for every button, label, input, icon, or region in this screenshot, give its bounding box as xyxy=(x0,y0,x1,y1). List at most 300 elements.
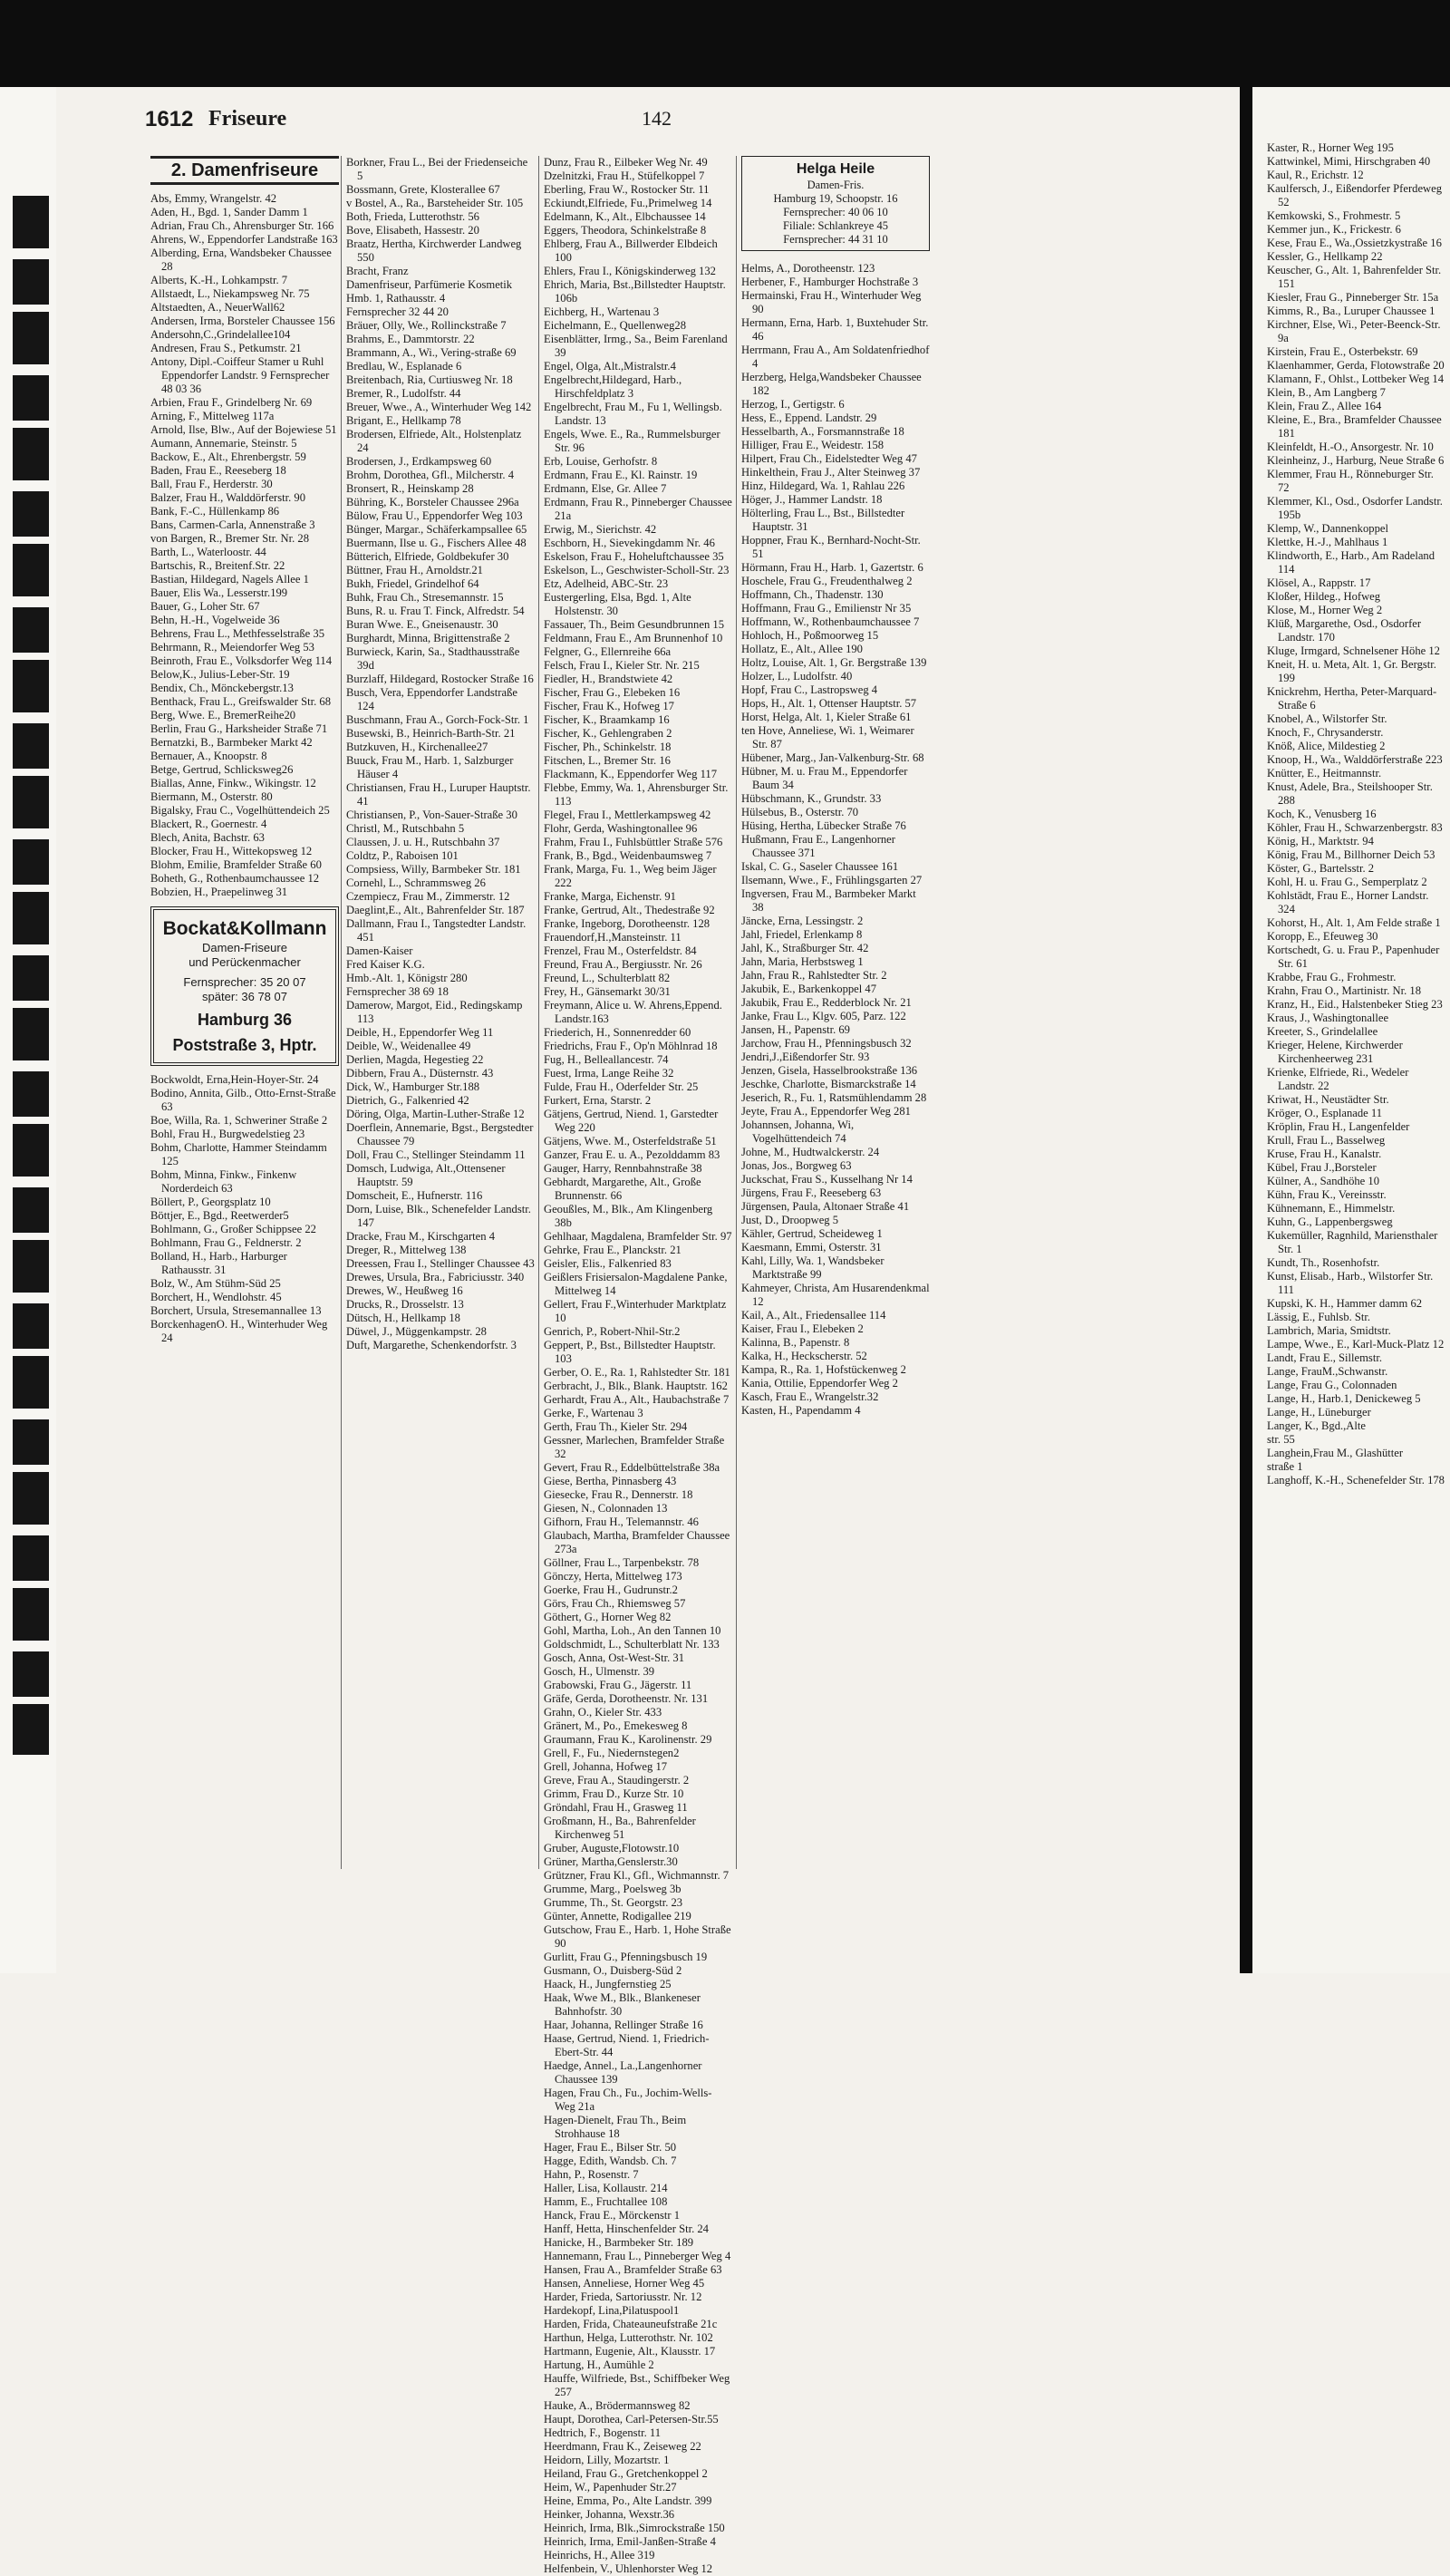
advertisement-bockat-kollmann xyxy=(150,906,339,1066)
directory-entry: Freund, L., Schulterblatt 82 xyxy=(544,972,671,984)
directory-entry: Adrian, Frau Ch., Ahrensburger Str. 166 xyxy=(150,219,334,232)
directory-entry: Knoch, F., Chrysanderstr. xyxy=(1267,726,1384,739)
directory-entry: Blackert, R., Goernestr. 4 xyxy=(150,818,267,830)
directory-entry: Klamann, F., Ohlst., Lottbeker Weg 14 xyxy=(1267,373,1445,385)
directory-entry: Düwel, J., Müggenkampstr. 28 xyxy=(346,1325,487,1338)
directory-entry: Krienke, Elfriede, Ri., Wedeler Landstr. 22 xyxy=(1267,1066,1409,1092)
directory-entry: Goerke, Frau H., Gudrunstr.2 xyxy=(544,1583,678,1596)
directory-entry: Claussen, J. u. H., Rutschbahn 37 xyxy=(346,836,500,848)
directory-entry: Hartmann, Eugenie, Alt., Klausstr. 17 xyxy=(544,2345,716,2358)
directory-entry: Herzog, I., Gertigstr. 6 xyxy=(741,398,845,411)
directory-entry: Blocker, Frau H., Wittekopsweg 12 xyxy=(150,845,313,857)
directory-entry: Flohr, Gerda, Washingtonallee 96 xyxy=(544,822,698,835)
directory-entry: Lässig, E., Fuhlsb. Str. xyxy=(1267,1311,1371,1323)
directory-entry: Dietrich, G., Falkenried 42 xyxy=(346,1094,469,1107)
directory-entry: Fischer, Ph., Schinkelstr. 18 xyxy=(544,741,672,753)
directory-entry: Klose, M., Horner Weg 2 xyxy=(1267,604,1383,616)
directory-entry: Balzer, Frau H., Walddörferstr. 90 xyxy=(150,491,306,504)
directory-entry: Eichberg, H., Wartenau 3 xyxy=(544,305,660,318)
directory-entry: Eichelmann, E., Quellenweg28 xyxy=(544,319,687,332)
directory-entry: Großmann, H., Ba., Bahrenfelder Kirchenweg 51 xyxy=(544,1815,696,1841)
directory-entry: Kortschedt, G. u. Frau P., Papenhuder Str. 61 xyxy=(1267,944,1440,970)
directory-entry: Bütterich, Elfriede, Goldbekufer 30 xyxy=(346,550,509,563)
directory-entry: Flegel, Frau I., Mettlerkampsweg 42 xyxy=(544,809,711,821)
directory-entry: Haar, Johanna, Rellinger Straße 16 xyxy=(544,2019,703,2031)
directory-entry: Kaesmann, Emmi, Osterstr. 31 xyxy=(741,1241,882,1254)
directory-entry: Kühnemann, E., Himmelstr. xyxy=(1267,1202,1396,1215)
directory-entry: Kleinheinz, J., Harburg, Neue Straße 6 xyxy=(1267,454,1445,467)
directory-entry: Kahmeyer, Christa, Am Husarendenkmal 12 xyxy=(741,1282,930,1308)
directory-entry: Beinroth, Frau E., Volksdorfer Weg 114 xyxy=(150,654,332,667)
directory-entry: Krahn, Frau O., Martinistr. Nr. 18 xyxy=(1267,984,1421,997)
directory-entry: Eskelson, Frau F., Hoheluftchaussee 35 xyxy=(544,550,724,563)
directory-entry: Flebbe, Emmy, Wa. 1, Ahrensburger Str. 113 xyxy=(544,781,729,808)
directory-entry: Hauke, A., Brödermannsweg 82 xyxy=(544,2399,691,2412)
directory-entry: Bühring, K., Borsteler Chaussee 296a xyxy=(346,496,519,508)
directory-entry: Hahn, P., Rosenstr. 7 xyxy=(544,2168,639,2181)
directory-entry: Heine, Emma, Po., Alte Landstr. 399 xyxy=(544,2494,712,2507)
directory-entry: Külner, A., Sandhöhe 10 xyxy=(1267,1175,1380,1187)
directory-entry: Kampa, R., Ra. 1, Hofstückenweg 2 xyxy=(741,1363,906,1376)
directory-entry: Eschborn, H., Sievekingdamm Nr. 46 xyxy=(544,537,715,549)
directory-entry: Allstaedt, L., Niekampsweg Nr. 75 xyxy=(150,287,310,300)
directory-entry: Graumann, Frau K., Karolinenstr. 29 xyxy=(544,1733,712,1746)
directory-entry: Knöß, Alice, Mildestieg 2 xyxy=(1267,740,1386,752)
directory-entry: Brigant, E., Hellkamp 78 xyxy=(346,414,461,427)
directory-entry: Gebhardt, Margarethe, Alt., Große Brunnenstr. 66 xyxy=(544,1176,701,1202)
entry-list xyxy=(346,156,535,1352)
directory-entry: Arnold, Ilse, Blw., Auf der Bojewiese 51 xyxy=(150,423,337,436)
directory-entry: Biallas, Anne, Finkw., Wikingstr. 12 xyxy=(150,777,316,789)
directory-entry: Hübener, Marg., Jan-Valkenburg-Str. 68 xyxy=(741,751,924,764)
directory-entry: Gätjens, Wwe. M., Osterfeldstraße 51 xyxy=(544,1135,717,1148)
directory-entry: Bohm, Charlotte, Hammer Steindamm 125 xyxy=(150,1141,327,1167)
directory-entry: Klaenhammer, Gerda, Flotowstraße 20 xyxy=(1267,359,1445,372)
directory-entry: Gerke, F., Wartenau 3 xyxy=(544,1407,643,1419)
directory-entry: Kail, A., Alt., Friedensallee 114 xyxy=(741,1309,886,1322)
directory-entry: Kohorst, H., Alt. 1, Am Felde straße 1 xyxy=(1267,916,1441,929)
directory-entry: Hollatz, E., Alt., Allee 190 xyxy=(741,643,863,655)
directory-entry: Andersen, Irma, Borsteler Chaussee 156 xyxy=(150,315,335,327)
directory-entry: Christiansen, Frau H., Luruper Hauptstr. 41 xyxy=(346,781,531,808)
directory-entry: Ehlberg, Frau A., Billwerder Elbdeich 100 xyxy=(544,237,718,264)
directory-entry: Knickrehm, Hertha, Peter-Marquard-Straße 6 xyxy=(1267,685,1437,712)
directory-entry: Busewski, B., Heinrich-Barth-Str. 21 xyxy=(346,727,516,740)
directory-entry: Hannemann, Frau L., Pinneberger Weg 4 xyxy=(544,2250,731,2262)
directory-entry: Herbener, F., Hamburger Hochstraße 3 xyxy=(741,276,919,288)
directory-entry: Alberts, K.-H., Lohkampstr. 7 xyxy=(150,274,288,286)
directory-entry: Bendix, Ch., Mönckebergstr.13 xyxy=(150,682,294,694)
directory-entry: Kattwinkel, Mimi, Hirschgraben 40 xyxy=(1267,155,1431,168)
directory-entry: Lambrich, Maria, Smidtstr. xyxy=(1267,1324,1391,1337)
ad-street: Poststraße 3, Hptr. xyxy=(172,1036,317,1054)
directory-entry: Gutschow, Frau E., Harb. 1, Hohe Straße 90 xyxy=(544,1923,731,1950)
directory-entry: BorckenhagenO. H., Winterhuder Weg 24 xyxy=(150,1318,328,1344)
directory-entry: Hopf, Frau C., Lastropsweg 4 xyxy=(741,683,878,696)
directory-entry: Dreger, R., Mittelweg 138 xyxy=(346,1244,467,1256)
ad-line: Damen-Fris. xyxy=(807,179,865,191)
directory-entry: Daeglint,E., Alt., Bahrenfelder Str. 187 xyxy=(346,904,525,916)
directory-entry: Eberling, Frau W., Rostocker Str. 11 xyxy=(544,183,710,196)
directory-entry: Hops, H., Alt. 1, Ottenser Hauptstr. 57 xyxy=(741,697,917,710)
directory-entry: Grumme, Marg., Poelsweg 3b xyxy=(544,1883,682,1895)
directory-entry: Damen-Kaiser xyxy=(346,944,413,957)
column-3 xyxy=(544,156,732,2575)
directory-entry: Knoop, H., Wa., Walddörferstraße 223 xyxy=(1267,753,1443,766)
directory-entry: Borkner, Frau L., Bei der Friedenseiche 5 xyxy=(346,156,528,182)
adjacent-page xyxy=(1252,87,1450,1973)
directory-entry: von Bargen, R., Bremer Str. Nr. 28 xyxy=(150,532,310,545)
directory-entry: Geppert, P., Bst., Billstedter Hauptstr. 103 xyxy=(544,1339,716,1365)
directory-entry: Iskal, C. G., Saseler Chaussee 161 xyxy=(741,860,899,873)
directory-entry: Hanff, Hetta, Hinschenfelder Str. 24 xyxy=(544,2223,709,2235)
directory-entry: Giesecke, Frau R., Dennerstr. 18 xyxy=(544,1488,693,1501)
directory-entry: Kania, Ottilie, Eppendorfer Weg 2 xyxy=(741,1377,898,1390)
directory-entry: Frey, H., Gänsemarkt 30/31 xyxy=(544,985,671,998)
directory-entry: Kruse, Frau H., Kanalstr. xyxy=(1267,1148,1382,1160)
directory-entry: Kröger, O., Esplanade 11 xyxy=(1267,1107,1383,1119)
directory-entry: Gehlhaar, Magdalena, Bramfelder Str. 97 xyxy=(544,1230,732,1243)
directory-entry: Hmb. 1, Rathausstr. 4 xyxy=(346,292,446,305)
directory-entry: Klemmer, Kl., Osd., Osdorfer Landstr. 195b xyxy=(1267,495,1443,521)
directory-entry: Abs, Emmy, Wrangelstr. 42 xyxy=(150,192,277,205)
directory-entry: Johannsen, Johanna, Wi, Vogelhüttendeich 74 xyxy=(741,1119,855,1145)
directory-entry: Klettke, H.-J., Mahlhaus 1 xyxy=(1267,536,1388,548)
directory-entry: Bernauer, A., Knoopstr. 8 xyxy=(150,750,267,762)
directory-entry: Hoffmann, Ch., Thadenstr. 130 xyxy=(741,588,884,601)
directory-entry: Kraus, J., Washingtonallee xyxy=(1267,1012,1389,1024)
directory-entry: Fred Kaiser K.G. xyxy=(346,958,425,971)
directory-entry: Bove, Elisabeth, Hassestr. 20 xyxy=(346,224,479,237)
directory-entry: Hinkelthein, Frau J., Alter Steinweg 37 xyxy=(741,466,921,479)
directory-entry: Hüsing, Hertha, Lübecker Straße 76 xyxy=(741,819,906,832)
directory-entry: Berg, Wwe. E., BremerReihe20 xyxy=(150,709,296,721)
directory-entry: Bredlau, W., Esplanade 6 xyxy=(346,360,462,373)
directory-entry: Jahl, K., Straßburger Str. 42 xyxy=(741,942,869,954)
directory-entry: Fuest, Irma, Lange Reihe 32 xyxy=(544,1067,674,1080)
directory-entry: Eggers, Theodora, Schinkelstraße 8 xyxy=(544,224,707,237)
directory-entry: Frank, B., Bgd., Weidenbaumsweg 7 xyxy=(544,849,712,862)
directory-entry: Hübner, M. u. Frau M., Eppendorfer Baum 34 xyxy=(741,765,908,791)
directory-entry: Bolland, H., Harb., Harburger Rathausstr. 31 xyxy=(150,1250,287,1276)
category-title: 2. Damenfriseure xyxy=(150,156,339,185)
directory-entry: Dibbern, Frau A., Düsternstr. 43 xyxy=(346,1067,494,1080)
directory-entry: Gruber, Auguste,Flotowstr.10 xyxy=(544,1842,680,1855)
directory-entry: Johne, M., Hudtwalckerstr. 24 xyxy=(741,1146,880,1158)
directory-entry: Buhk, Frau Ch., Stresemannstr. 15 xyxy=(346,591,504,604)
directory-entry: Grumme, Th., St. Georgstr. 23 xyxy=(544,1896,683,1909)
directory-entry: Furkert, Erna, Starstr. 2 xyxy=(544,1094,652,1107)
directory-entry: Gifhorn, Frau H., Telemannstr. 46 xyxy=(544,1516,699,1528)
directory-entry: Knütter, E., Heitmannstr. xyxy=(1267,767,1382,780)
directory-entry: Hoffmann, W., Rothenbaumchaussee 7 xyxy=(741,615,920,628)
page-number: 1612 xyxy=(145,107,194,131)
directory-entry: Klindworth, E., Harb., Am Radeland 114 xyxy=(1267,549,1436,576)
directory-entry: Eisenblätter, Irmg., Sa., Beim Farenland 39 xyxy=(544,333,728,359)
entry-list xyxy=(741,262,930,1418)
directory-entry: Freymann, Alice u. W. Ahrens,Eppend. Landstr.163 xyxy=(544,999,722,1025)
directory-entry: Felsch, Frau I., Kieler Str. Nr. 215 xyxy=(544,659,700,672)
directory-entry: Breitenbach, Ria, Curtiusweg Nr. 18 xyxy=(346,373,513,386)
directory-entry: Dreessen, Frau I., Stellinger Chaussee 43 xyxy=(346,1257,535,1270)
directory-entry: Gessner, Marlechen, Bramfelder Straße 32 xyxy=(544,1434,725,1460)
directory-entry: Krull, Frau L., Basselweg xyxy=(1267,1134,1386,1147)
directory-entry: Grell, Johanna, Hofweg 17 xyxy=(544,1760,668,1773)
directory-entry: Böttjer, E., Bgd., Reetwerder5 xyxy=(150,1209,289,1222)
directory-entry: Drewes, W., Heußweg 16 xyxy=(346,1284,463,1297)
directory-entry: Kleine, E., Bra., Bramfelder Chaussee 181 xyxy=(1267,413,1442,440)
directory-entry: Hansen, Anneliese, Horner Weg 45 xyxy=(544,2277,705,2290)
directory-entry: Fassauer, Th., Beim Gesundbrunnen 15 xyxy=(544,618,724,631)
directory-entry: Krabbe, Frau G., Frohmestr. xyxy=(1267,971,1397,983)
directory-entry: Etz, Adelheid, ABC-Str. 23 xyxy=(544,577,669,590)
directory-entry: Hinz, Hildegard, Wa. 1, Rahlau 226 xyxy=(741,479,905,492)
directory-entry: Burghardt, Minna, Brigittenstraße 2 xyxy=(346,632,510,644)
directory-entry: König, Frau M., Billhorner Deich 53 xyxy=(1267,848,1436,861)
directory-entry: Erb, Louise, Gerhofstr. 8 xyxy=(544,455,658,468)
directory-entry: Helfenbein, V., Uhlenhorster Weg 12 xyxy=(544,2562,713,2575)
directory-entry: Friederich, H., Sonnenredder 60 xyxy=(544,1026,691,1039)
directory-entry: Gosch, Anna, Ost-West-Str. 31 xyxy=(544,1651,684,1664)
directory-entry: Kaiser, Frau I., Elebeken 2 xyxy=(741,1322,864,1335)
directory-entry: Buermann, Ilse u. G., Fischers Allee 48 xyxy=(346,537,527,549)
directory-entry: Jäncke, Erna, Lessingstr. 2 xyxy=(741,915,864,927)
directory-entry: Just, D., Droopweg 5 xyxy=(741,1214,839,1226)
directory-entry: Grabowski, Frau G., Jägerstr. 11 xyxy=(544,1679,692,1691)
directory-entry: Engel, Olga, Alt.,Mistralstr.4 xyxy=(544,360,676,373)
directory-entry: Behrens, Frau L., Methfesselstraße 35 xyxy=(150,627,325,640)
directory-entry: Boheth, G., Rothenbaumchaussee 12 xyxy=(150,872,320,885)
directory-entry: Kohlstädt, Frau E., Horner Landstr. 324 xyxy=(1267,889,1429,915)
binding-margin xyxy=(0,87,56,1973)
directory-entry: Aden, H., Bgd. 1, Sander Damm 1 xyxy=(150,206,308,218)
directory-entry: Fernsprecher 38 69 18 xyxy=(346,985,449,998)
directory-entry: Haase, Gertrud, Niend. 1, Friedrich-Ebert-Str. 44 xyxy=(544,2032,710,2058)
directory-entry: Brohm, Dorothea, Gfl., Milcherstr. 4 xyxy=(346,469,515,481)
ad-line: Fernsprecher: 44 31 10 xyxy=(783,233,888,246)
directory-entry: Doerflein, Annemarie, Bgst., Bergstedter Chaussee 79 xyxy=(346,1121,534,1148)
directory-entry: Eustergerling, Elsa, Bgd. 1, Alte Holstenstr. 30 xyxy=(544,591,691,617)
directory-entry: Eckiundt,Elfriede, Fu.,Primelweg 14 xyxy=(544,197,712,209)
directory-entry: Kübel, Frau J.,Borsteler xyxy=(1267,1161,1377,1174)
directory-entry: Kaul, R., Erichstr. 12 xyxy=(1267,169,1364,181)
directory-entry: Jeyte, Frau A., Eppendorfer Weg 281 xyxy=(741,1105,911,1118)
page-header xyxy=(145,107,1232,143)
directory-entry: Helms, A., Dorotheenstr. 123 xyxy=(741,262,875,275)
directory-entry: Kupski, K. H., Hammer damm 62 xyxy=(1267,1297,1423,1310)
entry-list xyxy=(1267,141,1445,1487)
directory-entry: Kranz, H., Eid., Halstenbeker Stieg 23 xyxy=(1267,998,1443,1011)
directory-entry: Gerth, Frau Th., Kieler Str. 294 xyxy=(544,1420,688,1433)
ad-line: Fernsprecher: 40 06 10 xyxy=(783,206,888,218)
directory-entry: Kriwat, H., Neustädter Str. xyxy=(1267,1093,1389,1106)
directory-entry: Borchert, H., Wendlohstr. 45 xyxy=(150,1291,282,1303)
directory-entry: Ahrens, W., Eppendorfer Landstraße 163 xyxy=(150,233,338,246)
directory-entry: Jendri,J.,Eißendorfer Str. 93 xyxy=(741,1051,870,1063)
directory-entry: Kloßer, Hildeg., Hofweg xyxy=(1267,590,1381,603)
directory-entry: König, H., Marktstr. 94 xyxy=(1267,835,1374,847)
directory-entry: Blech, Anita, Bachstr. 63 xyxy=(150,831,265,844)
directory-entry: Grimm, Frau D., Kurze Str. 10 xyxy=(544,1787,684,1800)
directory-entry: Köster, G., Bartelsstr. 2 xyxy=(1267,862,1375,875)
directory-entry: Heiland, Frau G., Gretchenkoppel 2 xyxy=(544,2467,708,2480)
directory-entry: Eskelson, L., Geschwister-Scholl-Str. 23 xyxy=(544,564,730,576)
directory-entry: Hermann, Erna, Harb. 1, Buxtehuder Str. 46 xyxy=(741,316,929,343)
directory-entry: Langhein,Frau M., Glashütter xyxy=(1267,1447,1404,1459)
directory-entry: Kluge, Irmgard, Schnelsener Höhe 12 xyxy=(1267,644,1440,657)
column-number: 142 xyxy=(642,107,672,130)
directory-entry: Gönczy, Herta, Mittelweg 173 xyxy=(544,1570,682,1583)
directory-entry: Jürgens, Frau F., Reeseberg 63 xyxy=(741,1186,882,1199)
directory-entry: Fernsprecher 32 44 20 xyxy=(346,305,449,318)
directory-entry: Cornehl, L., Schrammsweg 26 xyxy=(346,876,486,889)
directory-entry: Jakubik, E., Barkenkoppel 47 xyxy=(741,983,876,995)
directory-entry: Kalka, H., Heckscherstr. 52 xyxy=(741,1350,867,1362)
directory-entry: Heinrich, Irma, Blk.,Simrockstraße 150 xyxy=(544,2522,725,2534)
directory-entry: Engelbrecht,Hildegard, Harb., Hirschfeldplatz 3 xyxy=(544,373,682,400)
directory-entry: Haller, Lisa, Kollaustr. 214 xyxy=(544,2182,668,2194)
directory-entry: Buuck, Frau M., Harb. 1, Salzburger Häuser 4 xyxy=(346,754,514,780)
directory-entry: Fulde, Frau H., Oderfelder Str. 25 xyxy=(544,1080,699,1093)
directory-entry: Kaster, R., Horner Weg 195 xyxy=(1267,141,1394,154)
directory-entry: Böllert, P., Georgsplatz 10 xyxy=(150,1196,271,1208)
directory-entry: Haack, H., Jungfernstieg 25 xyxy=(544,1978,672,1990)
directory-entry: Jakubik, Frau E., Redderblock Nr. 21 xyxy=(741,996,912,1009)
directory-entry: Engels, Wwe. E., Ra., Rummelsburger Str. 96 xyxy=(544,428,720,454)
directory-entry: Greve, Frau A., Staudingerstr. 2 xyxy=(544,1774,690,1787)
directory-entry: Jarchow, Frau H., Pfenningsbusch 32 xyxy=(741,1037,912,1050)
directory-entry: Glaubach, Martha, Bramfelder Chaussee 273a xyxy=(544,1529,730,1555)
directory-entry: Heerdmann, Frau K., Zeiseweg 22 xyxy=(544,2440,701,2453)
directory-entry: Jahl, Friedel, Erlenkamp 8 xyxy=(741,928,863,941)
directory-entry: Haupt, Dorothea, Carl-Petersen-Str.55 xyxy=(544,2413,719,2426)
directory-entry: Franke, Marga, Eichenstr. 91 xyxy=(544,890,676,903)
directory-entry: Kalinna, B., Papenstr. 8 xyxy=(741,1336,850,1349)
directory-entry: Hoppner, Frau K., Bernhard-Nocht-Str. 51 xyxy=(741,534,921,560)
directory-entry: Fischer, Frau K., Hofweg 17 xyxy=(544,700,674,712)
directory-entry: Hölterling, Frau L., Bst., Billstedter Hauptstr. 31 xyxy=(741,507,905,533)
directory-entry: Domscheit, E., Hufnerstr. 116 xyxy=(346,1189,483,1202)
directory-entry: Bracht, Franz xyxy=(346,265,409,277)
directory-entry: Landt, Frau E., Sillemstr. xyxy=(1267,1351,1382,1364)
directory-entry: Bohm, Minna, Finkw., Finkenw Norderdeich 63 xyxy=(150,1168,297,1195)
directory-entry: Keuscher, G., Alt. 1, Bahrenfelder Str. 151 xyxy=(1267,264,1442,290)
directory-entry: Hedtrich, F., Bogenstr. 11 xyxy=(544,2426,661,2439)
directory-entry: Grell, F., Fu., Niedernstegen2 xyxy=(544,1747,680,1759)
directory-entry: Bremer, R., Ludolfstr. 44 xyxy=(346,387,461,400)
directory-entry: Höger, J., Hammer Landstr. 18 xyxy=(741,493,883,506)
directory-entry: str. 55 xyxy=(1267,1433,1295,1446)
directory-entry: Lange, Frau G., Colonnaden xyxy=(1267,1379,1397,1391)
directory-entry: Heim, W., Papenhuder Str.27 xyxy=(544,2481,677,2494)
directory-entry: Jenzen, Gisela, Hasselbrookstraße 136 xyxy=(741,1064,918,1077)
directory-entry: Bolz, W., Am Stühm-Süd 25 xyxy=(150,1277,281,1290)
directory-entry: Genrich, P., Robert-Nhil-Str.2 xyxy=(544,1325,681,1338)
directory-entry: Geisler, Elis., Falkenried 83 xyxy=(544,1257,672,1270)
directory-page xyxy=(145,87,1232,2575)
directory-entry: Deible, H., Eppendorfer Weg 11 xyxy=(346,1026,494,1039)
directory-entry: Brodersen, J., Erdkampsweg 60 xyxy=(346,455,492,468)
directory-entry: Kähler, Gertrud, Scheideweg 1 xyxy=(741,1227,883,1240)
ad-line: Hamburg 19, Schoopstr. 16 xyxy=(773,192,898,205)
directory-entry: Hamm, E., Fruchtallee 108 xyxy=(544,2195,668,2208)
directory-entry: Burzlaff, Hildegard, Rostocker Straße 16 xyxy=(346,673,534,685)
directory-entry: Betge, Gertrud, Schlicksweg26 xyxy=(150,763,294,776)
directory-entry: Holzer, L., Ludolfstr. 40 xyxy=(741,670,853,683)
directory-entry: Kese, Frau E., Wa.,Ossietzkystraße 16 xyxy=(1267,237,1442,249)
directory-entry: Erdmann, Frau E., Kl. Rainstr. 19 xyxy=(544,469,698,481)
directory-entry: Gevert, Frau R., Eddelbüttelstraße 38a xyxy=(544,1461,720,1474)
directory-entry: Frank, Marga, Fu. 1., Weg beim Jäger 222 xyxy=(544,863,717,889)
directory-entry: Gehrke, Frau E., Planckstr. 21 xyxy=(544,1244,682,1256)
directory-entry: Hußmann, Frau E., Langenhorner Chaussee 371 xyxy=(741,833,895,859)
directory-entry: Friedrichs, Frau F., Op'n Möhlnrad 18 xyxy=(544,1040,718,1052)
directory-entry: Bronsert, R., Heinskamp 28 xyxy=(346,482,474,495)
directory-entry: Baden, Frau E., Reeseberg 18 xyxy=(150,464,286,477)
column-4 xyxy=(741,156,930,1887)
directory-entry: Holtz, Louise, Alt. 1, Gr. Bergstraße 139 xyxy=(741,656,927,669)
ad-subtitle: und Perückenmacher xyxy=(188,955,301,969)
directory-entry: Deible, W., Weidenallee 49 xyxy=(346,1040,471,1052)
directory-entry: Janke, Frau L., Klgv. 605, Parz. 122 xyxy=(741,1010,906,1022)
directory-entry: Compsiess, Willy, Barmbeker Str. 181 xyxy=(346,863,521,876)
directory-entry: Brammann, A., Wi., Vering-straße 69 xyxy=(346,346,517,359)
directory-entry: Lampe, Wwe., E., Karl-Muck-Platz 12 xyxy=(1267,1338,1445,1351)
directory-entry: Kaulfersch, J., Eißendorfer Pferdeweg 52 xyxy=(1267,182,1443,208)
entry-list xyxy=(544,156,732,2576)
directory-entry: Dracke, Frau M., Kirschgarten 4 xyxy=(346,1230,496,1243)
directory-entry: Klösel, A., Rappstr. 17 xyxy=(1267,576,1371,589)
directory-entry: Ball, Frau F., Herderstr. 30 xyxy=(150,478,273,490)
directory-entry: Heinker, Johanna, Wexstr.36 xyxy=(544,2508,675,2521)
directory-entry: Domsch, Ludwiga, Alt.,Ottensener Hauptstr. 59 xyxy=(346,1162,506,1188)
directory-entry: Drewes, Ursula, Bra., Fabriciusstr. 340 xyxy=(346,1271,525,1283)
directory-entry: Gellert, Frau F.,Winterhuder Marktplatz 10 xyxy=(544,1298,727,1324)
directory-entry: Gurlitt, Frau G., Pfenningsbusch 19 xyxy=(544,1951,708,1963)
directory-entry: Gerber, O. E., Ra. 1, Rahlstedter Str. 181 xyxy=(544,1366,730,1379)
directory-entry: Kleinfeldt, H.-O., Ansorgestr. Nr. 10 xyxy=(1267,441,1434,453)
directory-entry: Grützner, Frau Kl., Gfl., Wichmannstr. 7 xyxy=(544,1869,730,1882)
directory-entry: Duft, Margarethe, Schenkendorfstr. 3 xyxy=(346,1339,517,1351)
directory-entry: Brahms, E., Dammtorstr. 22 xyxy=(346,333,475,345)
directory-entry: Doll, Frau C., Stellinger Steindamm 11 xyxy=(346,1148,526,1161)
directory-entry: Hülsebus, B., Osterstr. 70 xyxy=(741,806,859,818)
directory-entry: Barth, L., Waterloostr. 44 xyxy=(150,546,266,558)
directory-entry: Hager, Frau E., Bilser Str. 50 xyxy=(544,2141,677,2154)
directory-entry: Derlien, Magda, Hegestieg 22 xyxy=(346,1053,484,1066)
directory-entry: Ilsemann, Wwe., F., Frühlingsgarten 27 xyxy=(741,874,923,886)
directory-entry: Kasten, H., Papendamm 4 xyxy=(741,1404,861,1417)
ad-line: Filiale: Schlankreye 45 xyxy=(783,219,888,232)
directory-entry: Hagge, Edith, Wandsb. Ch. 7 xyxy=(544,2155,677,2167)
directory-entry: Kirchner, Else, Wi., Peter-Beenck-Str. 9a xyxy=(1267,318,1441,344)
directory-entry: Goldschmidt, L., Schulterblatt Nr. 133 xyxy=(544,1638,720,1651)
directory-entry: Ganzer, Frau E. u. A., Pezolddamm 83 xyxy=(544,1148,720,1161)
directory-entry: Freund, Frau A., Bergiusstr. Nr. 26 xyxy=(544,958,702,971)
directory-entry: Gerhardt, Frau A., Alt., Haubachstraße 7 xyxy=(544,1393,730,1406)
ad-phone: Fernsprecher: 35 20 07 xyxy=(183,975,306,989)
directory-entry: Arbien, Frau F., Grindelberg Nr. 69 xyxy=(150,396,313,409)
directory-entry: Harthun, Helga, Lutterothstr. Nr. 102 xyxy=(544,2331,713,2344)
directory-entry: Czempiecz, Frau M., Zimmerstr. 12 xyxy=(346,890,510,903)
directory-entry: Herrmann, Frau A., Am Soldatenfriedhof 4 xyxy=(741,344,930,370)
directory-entry: Ingversen, Frau M., Barmbeker Markt 38 xyxy=(741,887,916,914)
directory-entry: Kiesler, Frau G., Pinneberger Str. 15a xyxy=(1267,291,1439,304)
directory-entry: Hübschmann, K., Grundstr. 33 xyxy=(741,792,882,805)
column-2 xyxy=(346,156,535,1887)
directory-entry: Buran Wwe. E., Gneisenaustr. 30 xyxy=(346,618,498,631)
directory-entry: Felgner, G., Ellernreihe 66a xyxy=(544,645,672,658)
